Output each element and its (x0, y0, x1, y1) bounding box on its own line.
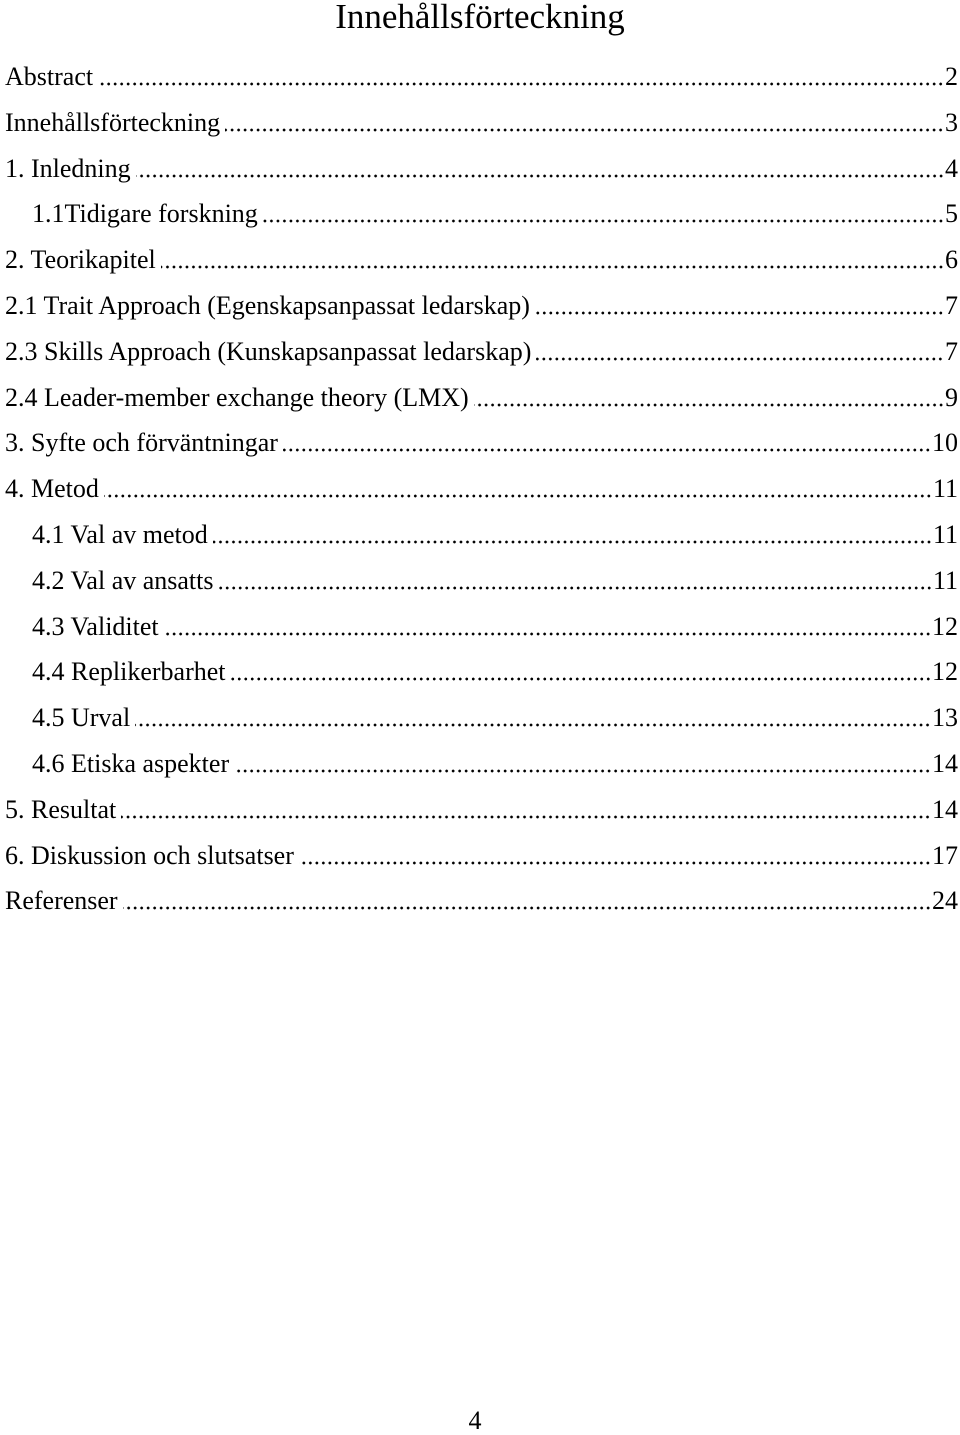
dot-leader (263, 191, 944, 237)
toc-subentry (5, 191, 958, 237)
toc-subentry (5, 558, 958, 604)
toc-entry-page: 13 (932, 703, 958, 733)
toc-entry (5, 420, 958, 466)
dot-leader (98, 54, 944, 100)
toc-entry-title: Referenser (5, 886, 118, 916)
toc-entry-title: 4.3 Validitet (32, 611, 159, 641)
toc-entry-title: 3. Syfte och förväntningar (5, 428, 278, 458)
toc-entry (5, 833, 958, 879)
dot-leader (104, 466, 932, 512)
toc-entry-page: 12 (932, 611, 958, 641)
toc-entry-page: 11 (932, 474, 958, 504)
dot-leader (121, 787, 931, 833)
toc-entry-title: 1.1Tidigare forskning (32, 199, 258, 229)
toc-entry-title: 6. Diskussion och slutsatser (5, 840, 294, 870)
toc-subentry (5, 649, 958, 695)
toc-entry (5, 237, 958, 283)
dot-leader (283, 420, 931, 466)
dot-leader (135, 695, 931, 741)
toc-entry (5, 100, 958, 146)
toc-entry-title: 2. Teorikapitel (5, 245, 156, 275)
toc-entry-page: 10 (932, 428, 958, 458)
toc-subentry (5, 604, 958, 650)
toc-entry-title: 4.4 Replikerbarhet (32, 657, 226, 687)
toc-entry-page: 7 (945, 336, 958, 366)
dot-leader (234, 741, 931, 787)
toc-entry-page: 17 (932, 840, 958, 870)
page-number: 4 (468, 1406, 482, 1435)
dot-leader (231, 649, 932, 695)
dot-leader (536, 329, 944, 375)
toc-entry-page: 6 (945, 245, 958, 275)
toc-entry (5, 878, 958, 924)
toc-entry-title: 2.3 Skills Approach (Kunskapsanpassat ledarskap) (5, 336, 532, 366)
dot-leader (136, 146, 944, 192)
toc-subentry (5, 695, 958, 741)
page-title: Innehållsförteckning (335, 0, 625, 36)
toc-entry-title: 2.4 Leader-member exchange theory (LMX) (5, 382, 469, 412)
toc-entry-page: 3 (945, 107, 958, 137)
toc-entry-page: 24 (932, 886, 958, 916)
toc-entry-page: 9 (945, 382, 958, 412)
toc-entry-title: 4. Metod (5, 474, 99, 504)
toc-entry-page: 11 (932, 565, 958, 595)
toc-entry-page: 2 (945, 62, 958, 91)
toc-entry-page: 5 (945, 199, 958, 229)
dot-leader (219, 558, 932, 604)
toc-entry-page: 12 (932, 657, 958, 687)
dot-leader (213, 512, 932, 558)
dot-leader (474, 375, 944, 421)
toc-entry-page: 11 (932, 519, 958, 549)
toc-entry-page: 14 (932, 794, 958, 824)
toc-entry-title: 4.1 Val av metod (32, 519, 208, 549)
toc-entry (5, 54, 958, 100)
toc-entry (5, 283, 958, 329)
toc-entry-title: 4.5 Urval (32, 703, 131, 733)
toc-entry (5, 787, 958, 833)
dot-leader (225, 100, 944, 146)
toc-entry (5, 466, 958, 512)
dot-leader (164, 604, 931, 650)
toc-subentry (5, 512, 958, 558)
toc-entry-title: 5. Resultat (5, 794, 117, 824)
toc-entry-page: 14 (932, 748, 958, 778)
toc-entry-title: 4.6 Etiska aspekter (32, 748, 230, 778)
toc-entry-title: Innehållsförteckning (5, 107, 221, 137)
toc-entry-page: 4 (945, 153, 958, 183)
toc-entry (5, 329, 958, 375)
toc-entry-page: 7 (945, 290, 958, 320)
dot-leader (299, 833, 931, 879)
table-of-contents (5, 54, 958, 924)
dot-leader (535, 283, 944, 329)
toc-entry-title: 1. Inledning (5, 153, 131, 183)
toc-entry (5, 375, 958, 421)
toc-entry-title: 2.1 Trait Approach (Egenskapsanpassat ledarskap) (5, 290, 530, 320)
toc-entry (5, 146, 958, 192)
dot-leader (123, 878, 931, 924)
toc-subentry (5, 741, 958, 787)
toc-entry-title: Abstract (5, 62, 94, 91)
toc-entry-title: 4.2 Val av ansatts (32, 565, 214, 595)
dot-leader (161, 237, 944, 283)
